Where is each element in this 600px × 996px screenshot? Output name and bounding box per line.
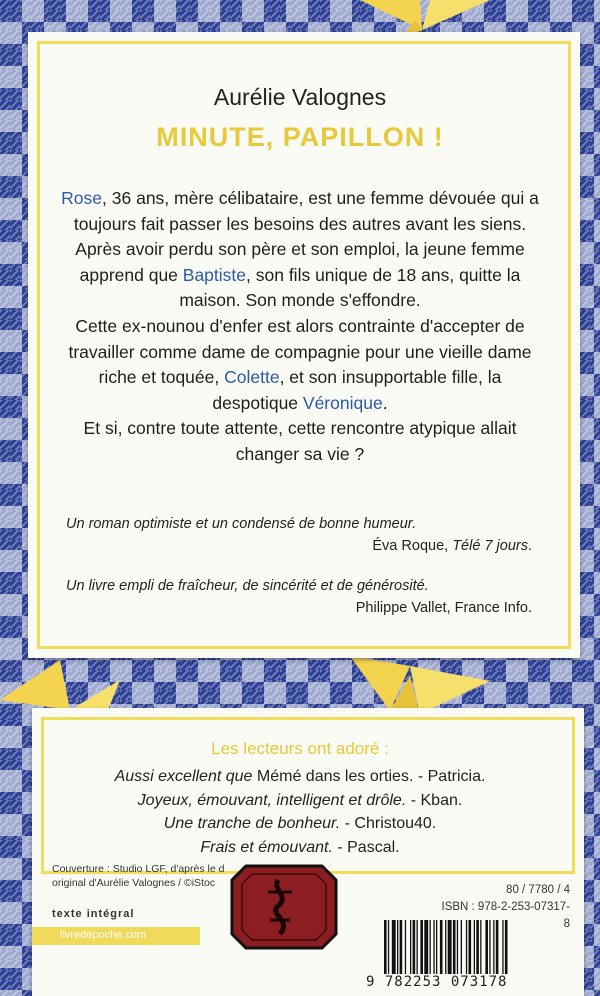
barcode-bar: [448, 920, 452, 974]
readers-heading: Les lecteurs ont adoré :: [211, 739, 389, 758]
summary-paragraph-2: Cette ex-nounou d'enfer est alors contrainte d'accepter de travailler comme dame de compagnie pour une vieille dame riche et toquée, Colette, et son insupportable fille, la despotique Véronique.: [68, 315, 532, 413]
reader-review: Frais et émouvant. - Pascal.: [200, 838, 400, 856]
barcode-bar: [469, 920, 472, 974]
press-quote-text: Un livre empli de fraîcheur, de sincérité et de générosité.: [66, 578, 429, 594]
barcode-bar: [413, 920, 416, 974]
cover-credits: Couverture : Studio LGF, d'après le d original d'Aurélie Valognes / ©iStoc: [52, 863, 225, 889]
summary-paragraph-1: Rose, 36 ans, mère célibataire, est une femme dévouée qui a toujours fait passer les besoins des autres avant les siens. Après avoir perdu son père et son emploi, la jeune femme apprend que Baptiste, son fils unique de 18 ans, quitte la maison. Son monde s'effondre.: [61, 188, 539, 311]
barcode-bar: [480, 920, 481, 974]
reader-review: Aussi excellent que Mémé dans les orties. - Patricia.: [114, 768, 486, 785]
press-quote-source: Éva Roque, Télé 7 jours.: [372, 538, 532, 554]
barcode-bar: [474, 920, 475, 974]
barcode-bar: [445, 920, 446, 974]
barcode-bar: [436, 920, 437, 974]
barcode-bar: [505, 920, 508, 974]
barcode-bar: [410, 920, 411, 974]
barcode-bar: [453, 920, 456, 974]
catalog-reference: 80 / 7780 / 4 ISBN : 978-2-253-07317-8: [440, 882, 570, 933]
barcode-bar: [485, 920, 488, 974]
barcode-bar: [400, 920, 403, 974]
barcode-bar: [388, 920, 389, 974]
barcode-bar: [493, 920, 494, 974]
barcode-bar: [417, 920, 418, 974]
character-name: Baptiste: [182, 264, 247, 285]
reader-review: Une tranche de bonheur. - Christou40.: [163, 815, 437, 832]
barcode-bar: [405, 920, 406, 974]
character-name: Rose: [61, 188, 103, 208]
character-name: Véronique: [302, 392, 383, 413]
butterfly-decoration-right: [350, 656, 490, 716]
barcode-bar: [457, 920, 458, 974]
isbn: ISBN : 978-2-253-07317-8: [441, 901, 570, 930]
barcode-bar: [397, 920, 398, 974]
character-name: Colette: [224, 367, 280, 388]
book-summary: [60, 186, 540, 468]
barcode-bar: [489, 920, 490, 974]
barcode-bar: [433, 920, 434, 974]
library-stamp-sticker: [228, 862, 340, 952]
book-title: MINUTE, PAPILLON !: [156, 122, 444, 152]
press-quote: [66, 513, 536, 557]
barcode: [380, 920, 572, 976]
barcode-bar: [440, 920, 443, 974]
barcode-bar: [461, 920, 462, 974]
barcode-bar: [430, 920, 431, 974]
texte-integral-label: texte intégral: [52, 908, 135, 920]
barcode-bar: [392, 920, 396, 974]
barcode-digits: 9 782253 073178: [366, 974, 508, 990]
author-name: Aurélie Valognes: [213, 84, 387, 110]
website-link[interactable]: livredepoche.com: [60, 929, 147, 941]
barcode-bar: [476, 920, 479, 974]
barcode-bar: [502, 920, 503, 974]
barcode-bar: [466, 920, 467, 974]
barcode-bar: [384, 920, 387, 974]
reader-review: Joyeux, émouvant, intelligent et drôle. - Kban.: [137, 791, 463, 809]
press-quote: [66, 575, 536, 619]
press-quote-source: Philippe Vallet, France Info.: [355, 600, 532, 616]
barcode-bar: [496, 920, 499, 974]
press-quote-text: Un roman optimiste et un condensé de bonne humeur.: [66, 516, 417, 532]
readers-reviews: [0, 739, 600, 859]
barcode-bar: [420, 920, 423, 974]
barcode-bar: [424, 920, 428, 974]
summary-paragraph-3: Et si, contre toute attente, cette rencontre atypique allait changer sa vie ?: [83, 418, 517, 464]
